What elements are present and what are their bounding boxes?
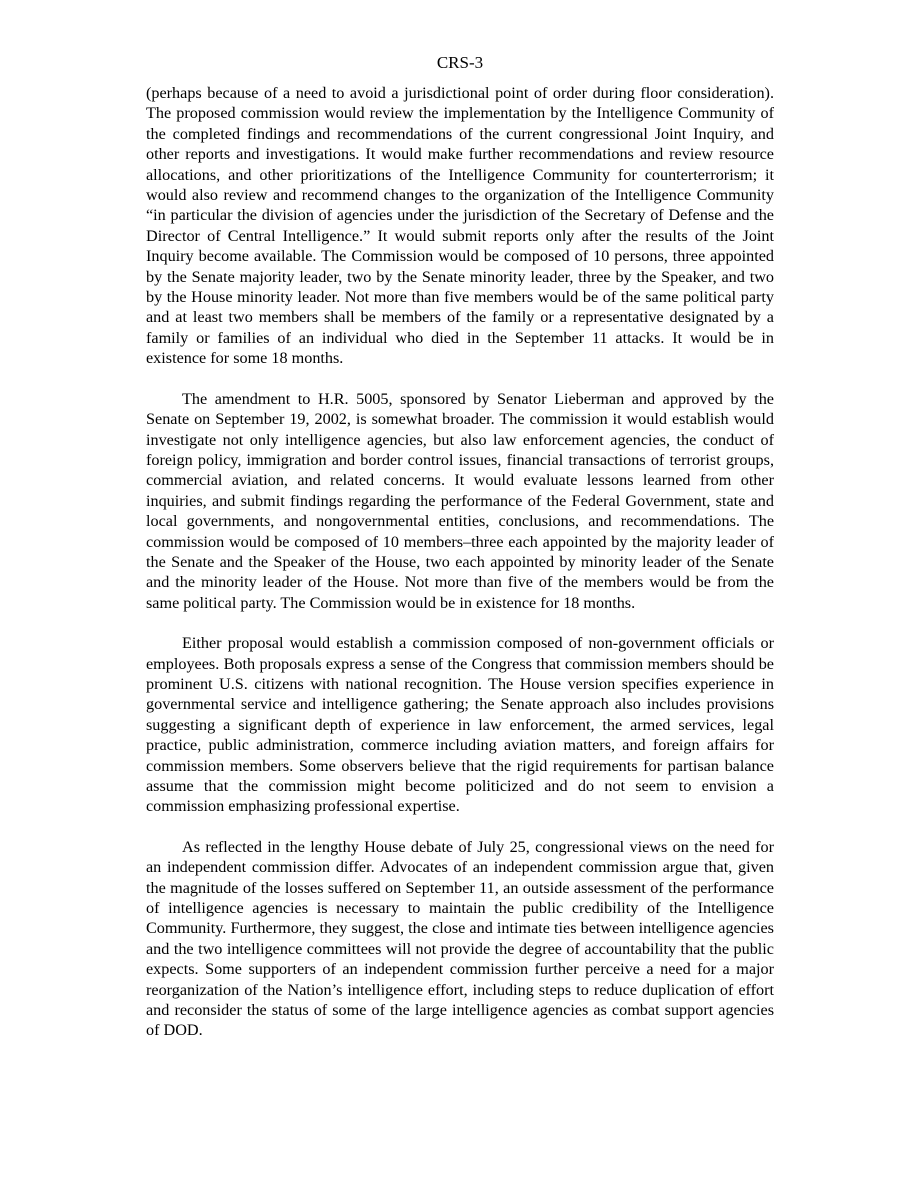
paragraph-senate-amendment: The amendment to H.R. 5005, sponsored by Senator Lieberman and approved by the Senate on September 19, 2002, is somewhat broader. The commission it would establish would investigate not only intelligence agencies, but also law enforcement agencies, the conduct of foreign policy, immigration and border control issues, financial transactions of terrorist groups, commercial aviation, and related concerns. It would evaluate lessons learned from other inquiries, and submit findings regarding the performance of the Federal Government, state and local governments, and nongovernmental entities, conclusions, and recommendations. The commission would be composed of 10 members–three each appointed by the majority leader of the Senate and the Speaker of the House, two each appointed by minority leader of the Senate and the minority leader of the House. Not more than five of the members would be from the same political party. The Commission would be in existence for 18 months.	[146, 389, 774, 612]
paragraph-continuation: (perhaps because of a need to avoid a jurisdictional point of order during floor consideration). The proposed commission would review the implementation by the Intelligence Community of the completed findings and recommendations of the current congressional Joint Inquiry, and other reports and investigations. It would make further recommendations and review resource allocations, and other prioritizations of the Intelligence Community for counterterrorism; it would also review and recommend changes to the organization of the Intelligence Community “in particular the division of agencies under the jurisdiction of the Secretary of Defense and the Director of Central Intelligence.” It would submit reports only after the results of the Joint Inquiry become available. The Commission would be composed of 10 persons, three appointed by the Senate majority leader, two by the Senate minority leader, three by the Speaker, and two by the House minority leader. Not more than five members would be of the same political party and at least two members shall be members of the family or a representative designated by a family or families of an individual who died in the September 11 attacks. It would be in existence for some 18 months.	[146, 84, 774, 368]
paragraph-congressional-views: As reflected in the lengthy House debate of July 25, congressional views on the need for an independent commission differ. Advocates of an independent commission argue that, given the magnitude of the losses suffered on September 11, an outside assessment of the performance of intelligence agencies is necessary to maintain the public credibility of the Intelligence Community. Furthermore, they suggest, the close and intimate ties between intelligence agencies and the two intelligence committees will not provide the degree of accountability that the public expects. Some supporters of an independent commission further perceive a need for a major reorganization of the Nation’s intelligence effort, including steps to reduce duplication of effort and reconsider the status of some of the large intelligence agencies as combat support agencies of DOD.	[146, 837, 774, 1040]
paragraph-commission-composition: Either proposal would establish a commission composed of non-government officials or employees. Both proposals express a sense of the Congress that commission members should be prominent U.S. citizens with national recognition. The House version specifies experience in governmental service and intelligence gathering; the Senate approach also includes provisions suggesting a significant depth of experience in law enforcement, the armed services, legal practice, public administration, commerce including aviation matters, and foreign affairs for commission members. Some observers believe that the rigid requirements for partisan balance assume that the commission might become politicized and do not seem to envision a commission emphasizing professional expertise.	[146, 634, 774, 816]
document-page	[146, 52, 774, 1061]
page-header: CRS-3	[436, 53, 484, 72]
